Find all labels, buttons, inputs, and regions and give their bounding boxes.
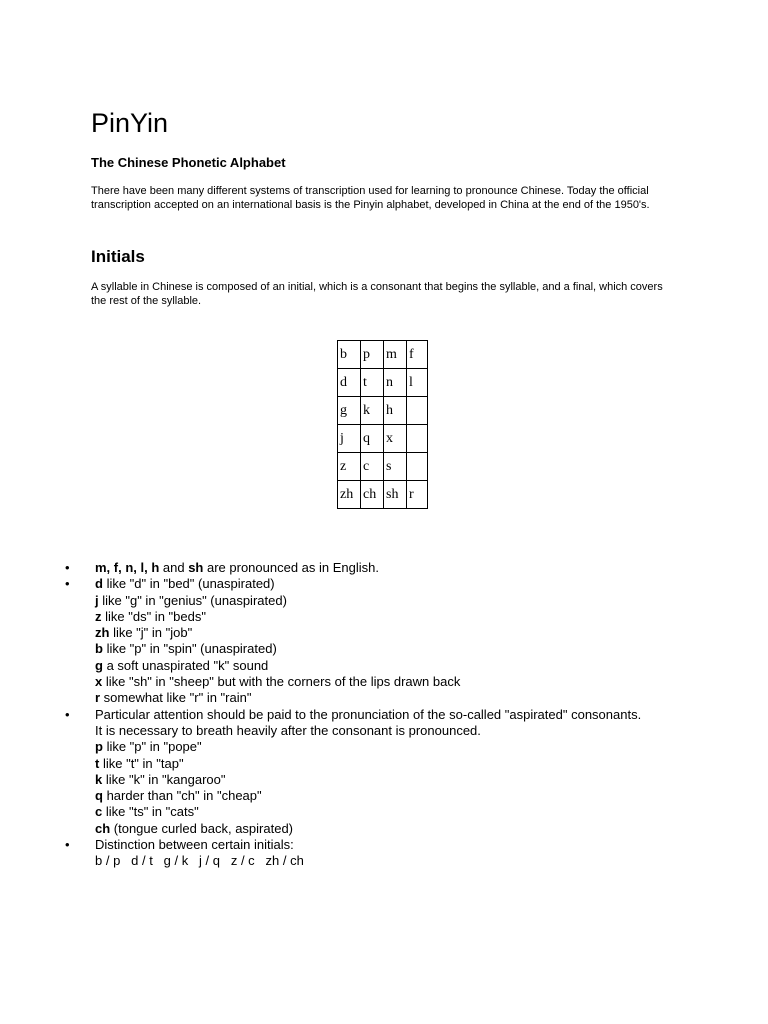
intro-paragraph: There have been many different systems of transcription used for learning to pronounce Chinese. Today the official transcription accepted on an international basis is the Pinyin alphabet, developed in China at the end of the 1950's. [91, 185, 650, 211]
note-line [95, 674, 711, 690]
initial-cell [407, 453, 428, 481]
note-text: like "sh" in "sheep" but with the corners of the lips drawn back [102, 674, 461, 690]
note-term: q [95, 788, 103, 804]
initial-cell: j [338, 425, 361, 453]
note-text: Particular attention should be paid to the pronunciation of the so-called "aspirated" consonants. [95, 706, 642, 722]
note-text: like "ts" in "cats" [102, 804, 199, 820]
note-term: g [95, 657, 103, 673]
initial-cell [407, 397, 428, 425]
initial-cell: f [407, 341, 428, 369]
note-line [95, 756, 711, 772]
note-text: like "j" in "job" [109, 625, 193, 641]
initial-cell: k [361, 397, 384, 425]
list-item [65, 560, 711, 576]
note-term: b [95, 641, 103, 657]
initial-cell [407, 425, 428, 453]
note-line [95, 641, 711, 657]
table-row [338, 397, 428, 425]
note-line [95, 739, 711, 755]
bullet-icon: • [65, 576, 70, 592]
initial-cell: zh [338, 481, 361, 509]
initial-cell: x [384, 425, 407, 453]
note-line [95, 576, 711, 592]
initial-cell: z [338, 453, 361, 481]
table-row [338, 341, 428, 369]
initial-cell: s [384, 453, 407, 481]
note-line [95, 560, 711, 576]
note-term: p [95, 739, 103, 755]
table-row [338, 425, 428, 453]
initial-cell: c [361, 453, 384, 481]
note-term: z [95, 608, 102, 624]
note-line [95, 593, 711, 609]
page-subtitle: The Chinese Phonetic Alphabet [91, 155, 286, 170]
note-term: j [95, 592, 99, 608]
note-line [95, 804, 711, 820]
note-line [95, 707, 711, 723]
bullet-icon: • [65, 560, 70, 575]
note-term: d [95, 576, 103, 592]
note-text: a soft unaspirated "k" sound [102, 657, 269, 673]
note-text: like "ds" in "beds" [101, 608, 206, 624]
initial-cell: l [407, 369, 428, 397]
initials-table [337, 340, 428, 509]
bullet-icon: • [65, 837, 70, 853]
initial-cell: b [338, 341, 361, 369]
initial-cell: d [338, 369, 361, 397]
note-term: t [95, 755, 100, 771]
note-line [95, 690, 711, 706]
note-text: like "k" in "kangaroo" [102, 771, 226, 787]
initial-cell: n [384, 369, 407, 397]
note-text: (tongue curled back, aspirated) [110, 820, 293, 836]
note-term: m, f, n, l, h [95, 560, 160, 575]
initial-cell: sh [384, 481, 407, 509]
note-text: like "p" in "spin" (unaspirated) [102, 641, 277, 657]
note-term: x [95, 674, 103, 690]
initials-description: A syllable in Chinese is composed of an initial, which is a consonant that begins the syllable, and a final, which covers the rest of the syllable. [91, 281, 663, 307]
initial-cell: ch [361, 481, 384, 509]
note-term: ch [95, 820, 111, 836]
note-line [95, 625, 711, 641]
note-text: like "d" in "bed" (unaspirated) [102, 576, 275, 592]
note-text: It is necessary to breath heavily after the consonant is pronounced. [95, 722, 481, 738]
initial-cell: h [384, 397, 407, 425]
note-text: like "p" in "pope" [102, 739, 202, 755]
table-row [338, 453, 428, 481]
initials-heading: Initials [91, 247, 145, 266]
initial-cell: t [361, 369, 384, 397]
note-line [95, 837, 711, 853]
note-line [95, 772, 711, 788]
list-item [65, 576, 711, 706]
note-text: like "t" in "tap" [99, 755, 184, 771]
table-row [338, 369, 428, 397]
note-term: r [95, 690, 101, 706]
initial-cell: r [407, 481, 428, 509]
note-term: k [95, 771, 103, 787]
note-text: somewhat like "r" in "rain" [100, 690, 252, 706]
note-term: zh [95, 625, 110, 641]
note-line [95, 609, 711, 625]
table-row [338, 481, 428, 509]
initial-cell: g [338, 397, 361, 425]
note-text: like "g" in "genius" (unaspirated) [98, 592, 287, 608]
note-line [95, 788, 711, 804]
note-text: harder than "ch" in "cheap" [102, 788, 262, 804]
note-text: are pronounced as in English. [203, 560, 379, 575]
list-item [65, 706, 711, 837]
initial-cell: q [361, 425, 384, 453]
initial-cell: m [384, 341, 407, 369]
list-item [65, 837, 711, 870]
note-line [95, 723, 711, 739]
note-text: and [159, 560, 189, 575]
pronunciation-notes [65, 560, 711, 870]
note-term: sh [188, 560, 204, 575]
initial-cell: p [361, 341, 384, 369]
note-term: c [95, 804, 103, 820]
bullet-icon: • [65, 706, 70, 722]
note-line [95, 658, 711, 674]
page-title: PinYin [91, 108, 169, 138]
note-text: Distinction between certain initials: [95, 837, 294, 853]
note-line [95, 821, 711, 837]
note-text: b / p d / t g / k j / q z / c zh / ch [95, 853, 304, 869]
note-line [95, 853, 711, 869]
